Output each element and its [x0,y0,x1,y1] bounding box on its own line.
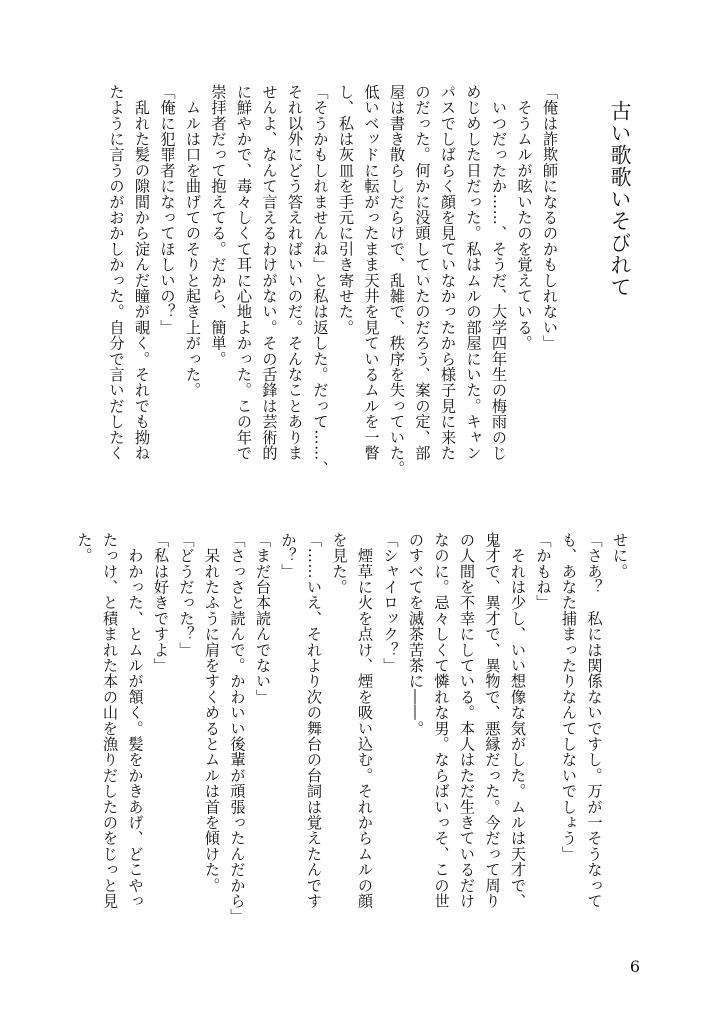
text-line: 乱れた髪の隙間から淀んだ瞳が覗く。それでも拗ね [133,84,151,461]
text-line: 屋は書き散らしだらけで、乱雑で、秩序を失っていた。 [388,84,406,477]
text-line: し、私は灰皿を手元に引き寄せた。 [337,84,355,336]
text-line: 「……いえ、それより次の舞台の台詞は覚えたんです [305,532,323,909]
text-line: たように言うのがおかしかった。自分で言いだしたく [107,84,126,461]
text-line: に鮮やかで、毒々しくて耳に心地よかった。この年で [235,84,253,461]
page-number: 6 [629,957,640,976]
text-line: わかった、とムルが頷く。髪をかきあげ、どこやっ [126,532,145,909]
lower-text-block [71,532,632,952]
text-line: も、あなた捕まったりなんてしないでしょう」 [560,532,578,862]
text-line: それ以外にどう答えればいいのだ。そんなことありま [286,84,304,461]
text-line: 「私は好きですよ」 [152,532,170,674]
upper-text-block [103,84,562,504]
text-line: 「さあ？ 私には関係ないですし。万が一そうなって [585,532,604,909]
story-title: 古い歌歌いそびれて [608,100,632,298]
text-line: 「俺に犯罪者になってほしいの？」 [158,84,177,336]
text-line: のすべてを滅茶苦茶に――。 [407,532,425,737]
text-line: 煙草に火を点け、煙を吸い込む。それからムルの顔 [356,532,374,909]
text-line: たっけ、と積まれた本の山を漁りだしたのをじっと見 [101,532,119,909]
text-line: を見た。 [330,532,349,595]
text-line: 「さっさと読んで。かわいい後輩が頑張ったんだから」 [228,532,247,925]
text-line: なのに。忌々しくて憐れな男。ならばいっそ、この世 [432,532,451,909]
text-line: 「俺は詐欺師になるのかもしれない」 [541,84,559,351]
text-line: 呆れたふうに肩をすくめるとムルは首を傾けた。 [203,532,221,894]
text-line: めじめした日だった。私はムルの部屋にいた。キャン [464,84,483,461]
text-line: か？」 [279,532,298,580]
text-line: それは少し、いい想像な気がした。ムルは天才で、 [509,532,527,909]
text-line: せんよ、なんて言えるわけがない。その舌鋒は芸術的 [260,84,279,461]
text-line: のだった。何かに没頭していたのだろう、案の定、部 [413,84,432,461]
text-line: 「シャイロック？」 [381,532,400,674]
text-line: そうムルが呟いたのを覚えている。 [515,84,534,351]
text-line: 「まだ台本読んでない」 [254,532,272,705]
text-line: 鬼才で、異才で、異物で、悪縁だった。今だって周り [483,532,502,909]
text-line: 「どうだった？」 [177,532,196,658]
text-line: た。 [75,532,94,564]
text-line: 「そうかもしれませんね」と私は返した。だって……、 [311,84,330,477]
text-line: の人間を不幸にしている。本人はただ生きているだけ [458,532,476,909]
text-line: 「かもね」 [534,532,553,611]
text-line: 低いベッドに転がったまま天井を見ているムルを一瞥 [362,84,381,461]
text-line: パスでしばらく顔を見ていなかったから様子見に来た [439,84,457,461]
text-line: せに。 [611,532,629,580]
text-line: 崇拝者だって抱えてる。だから、簡単。 [209,84,228,367]
text-line: いつだったか……、そうだ、大学四年生の梅雨のじ [490,84,508,461]
text-line: ムルは口を曲げてのそりと起き上がった。 [184,84,202,398]
